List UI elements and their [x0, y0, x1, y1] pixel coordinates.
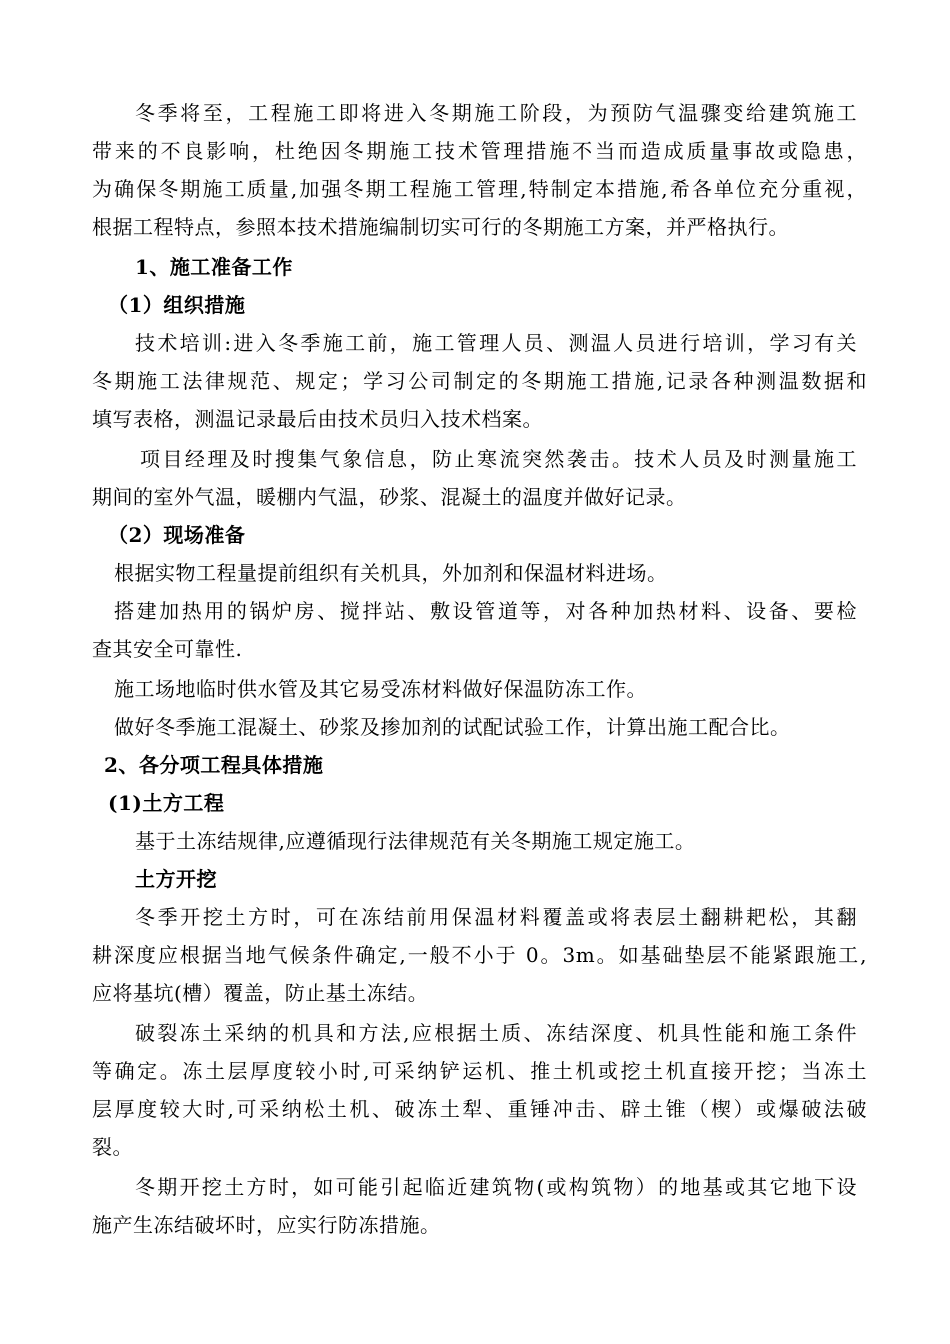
excavation-line-1: 冬季开挖土方时，可在冻结前用保温材料覆盖或将表层土翻耕耙松，其翻 [135, 905, 857, 929]
site-prep-para-1: 根据实物工程量提前组织有关机具，外加剂和保温材料进场。 [114, 561, 668, 585]
section-2-heading: 2、各分项工程具体措施 [104, 753, 324, 777]
section-2-sub-1-heading: (1)土方工程 [108, 791, 225, 815]
frozen-soil-line-1: 破裂冻土采纳的机具和方法,应根据土质、冻结深度、机具性能和施工条件 [135, 1021, 857, 1045]
section-1-sub-1-heading: （1）组织措施 [108, 293, 246, 317]
weather-line-1: 项目经理及时搜集气象信息，防止寒流突然袭击。技术人员及时测量施工 [140, 447, 857, 471]
intro-line-2: 带来的不良影响，杜绝因冬期施工技术管理措施不当而造成质量事故或隐患， [92, 139, 867, 163]
intro-line-3: 为确保冬期施工质量,加强冬期工程施工管理,特制定本措施,希各单位充分重视， [92, 177, 867, 201]
earthwork-para-1: 基于土冻结规律,应遵循现行法律规范有关冬期施工规定施工。 [135, 829, 696, 853]
intro-line-4: 根据工程特点，参照本技术措施编制切实可行的冬期施工方案，并严格执行。 [92, 215, 789, 239]
site-prep-para-4: 做好冬季施工混凝土、砂浆及掺加剂的试配试验工作，计算出施工配合比。 [114, 715, 791, 739]
section-1-sub-2-heading: （2）现场准备 [108, 523, 246, 547]
site-prep-para-3: 施工场地临时供水管及其它易受冻材料做好保温防冻工作。 [114, 677, 647, 701]
antifreeze-line-2: 施产生冻结破坏时，应实行防冻措施。 [92, 1213, 441, 1237]
site-prep-para-2-line-1: 搭建加热用的锅炉房、搅拌站、敷设管道等，对各种加热材料、设备、要检 [114, 599, 857, 623]
frozen-soil-line-4: 裂。 [92, 1135, 133, 1159]
earthwork-subheading: 土方开挖 [135, 867, 217, 891]
excavation-line-2: 耕深度应根据当地气候条件确定,一般不小于 0。3m。如基础垫层不能紧跟施工, [92, 943, 867, 967]
weather-line-2: 期间的室外气温，暖棚内气温，砂浆、混凝土的温度并做好记录。 [92, 485, 687, 509]
training-line-2: 冬期施工法律规范、规定；学习公司制定的冬期施工措施,记录各种测温数据和 [92, 369, 867, 393]
frozen-soil-line-3: 层厚度较大时,可采纳松土机、破冻土犁、重锤冲击、辟土锥（楔）或爆破法破 [92, 1097, 867, 1121]
section-1-heading: 1、施工准备工作 [135, 255, 293, 279]
site-prep-para-2-line-2: 查其安全可靠性. [92, 637, 243, 661]
frozen-soil-line-2: 等确定。冻土层厚度较小时,可采纳铲运机、推土机或挖土机直接开挖；当冻土 [92, 1059, 867, 1083]
excavation-line-3: 应将基坑(槽）覆盖，防止基土冻结。 [92, 981, 429, 1005]
antifreeze-line-1: 冬期开挖土方时，如可能引起临近建筑物(或构筑物）的地基或其它地下设 [135, 1175, 857, 1199]
training-line-1: 技术培训:进入冬季施工前，施工管理人员、测温人员进行培训，学习有关 [135, 331, 857, 355]
intro-line-1: 冬季将至，工程施工即将进入冬期施工阶段，为预防气温骤变给建筑施工 [135, 101, 857, 125]
training-line-3: 填写表格，测温记录最后由技术员归入技术档案。 [92, 407, 543, 431]
